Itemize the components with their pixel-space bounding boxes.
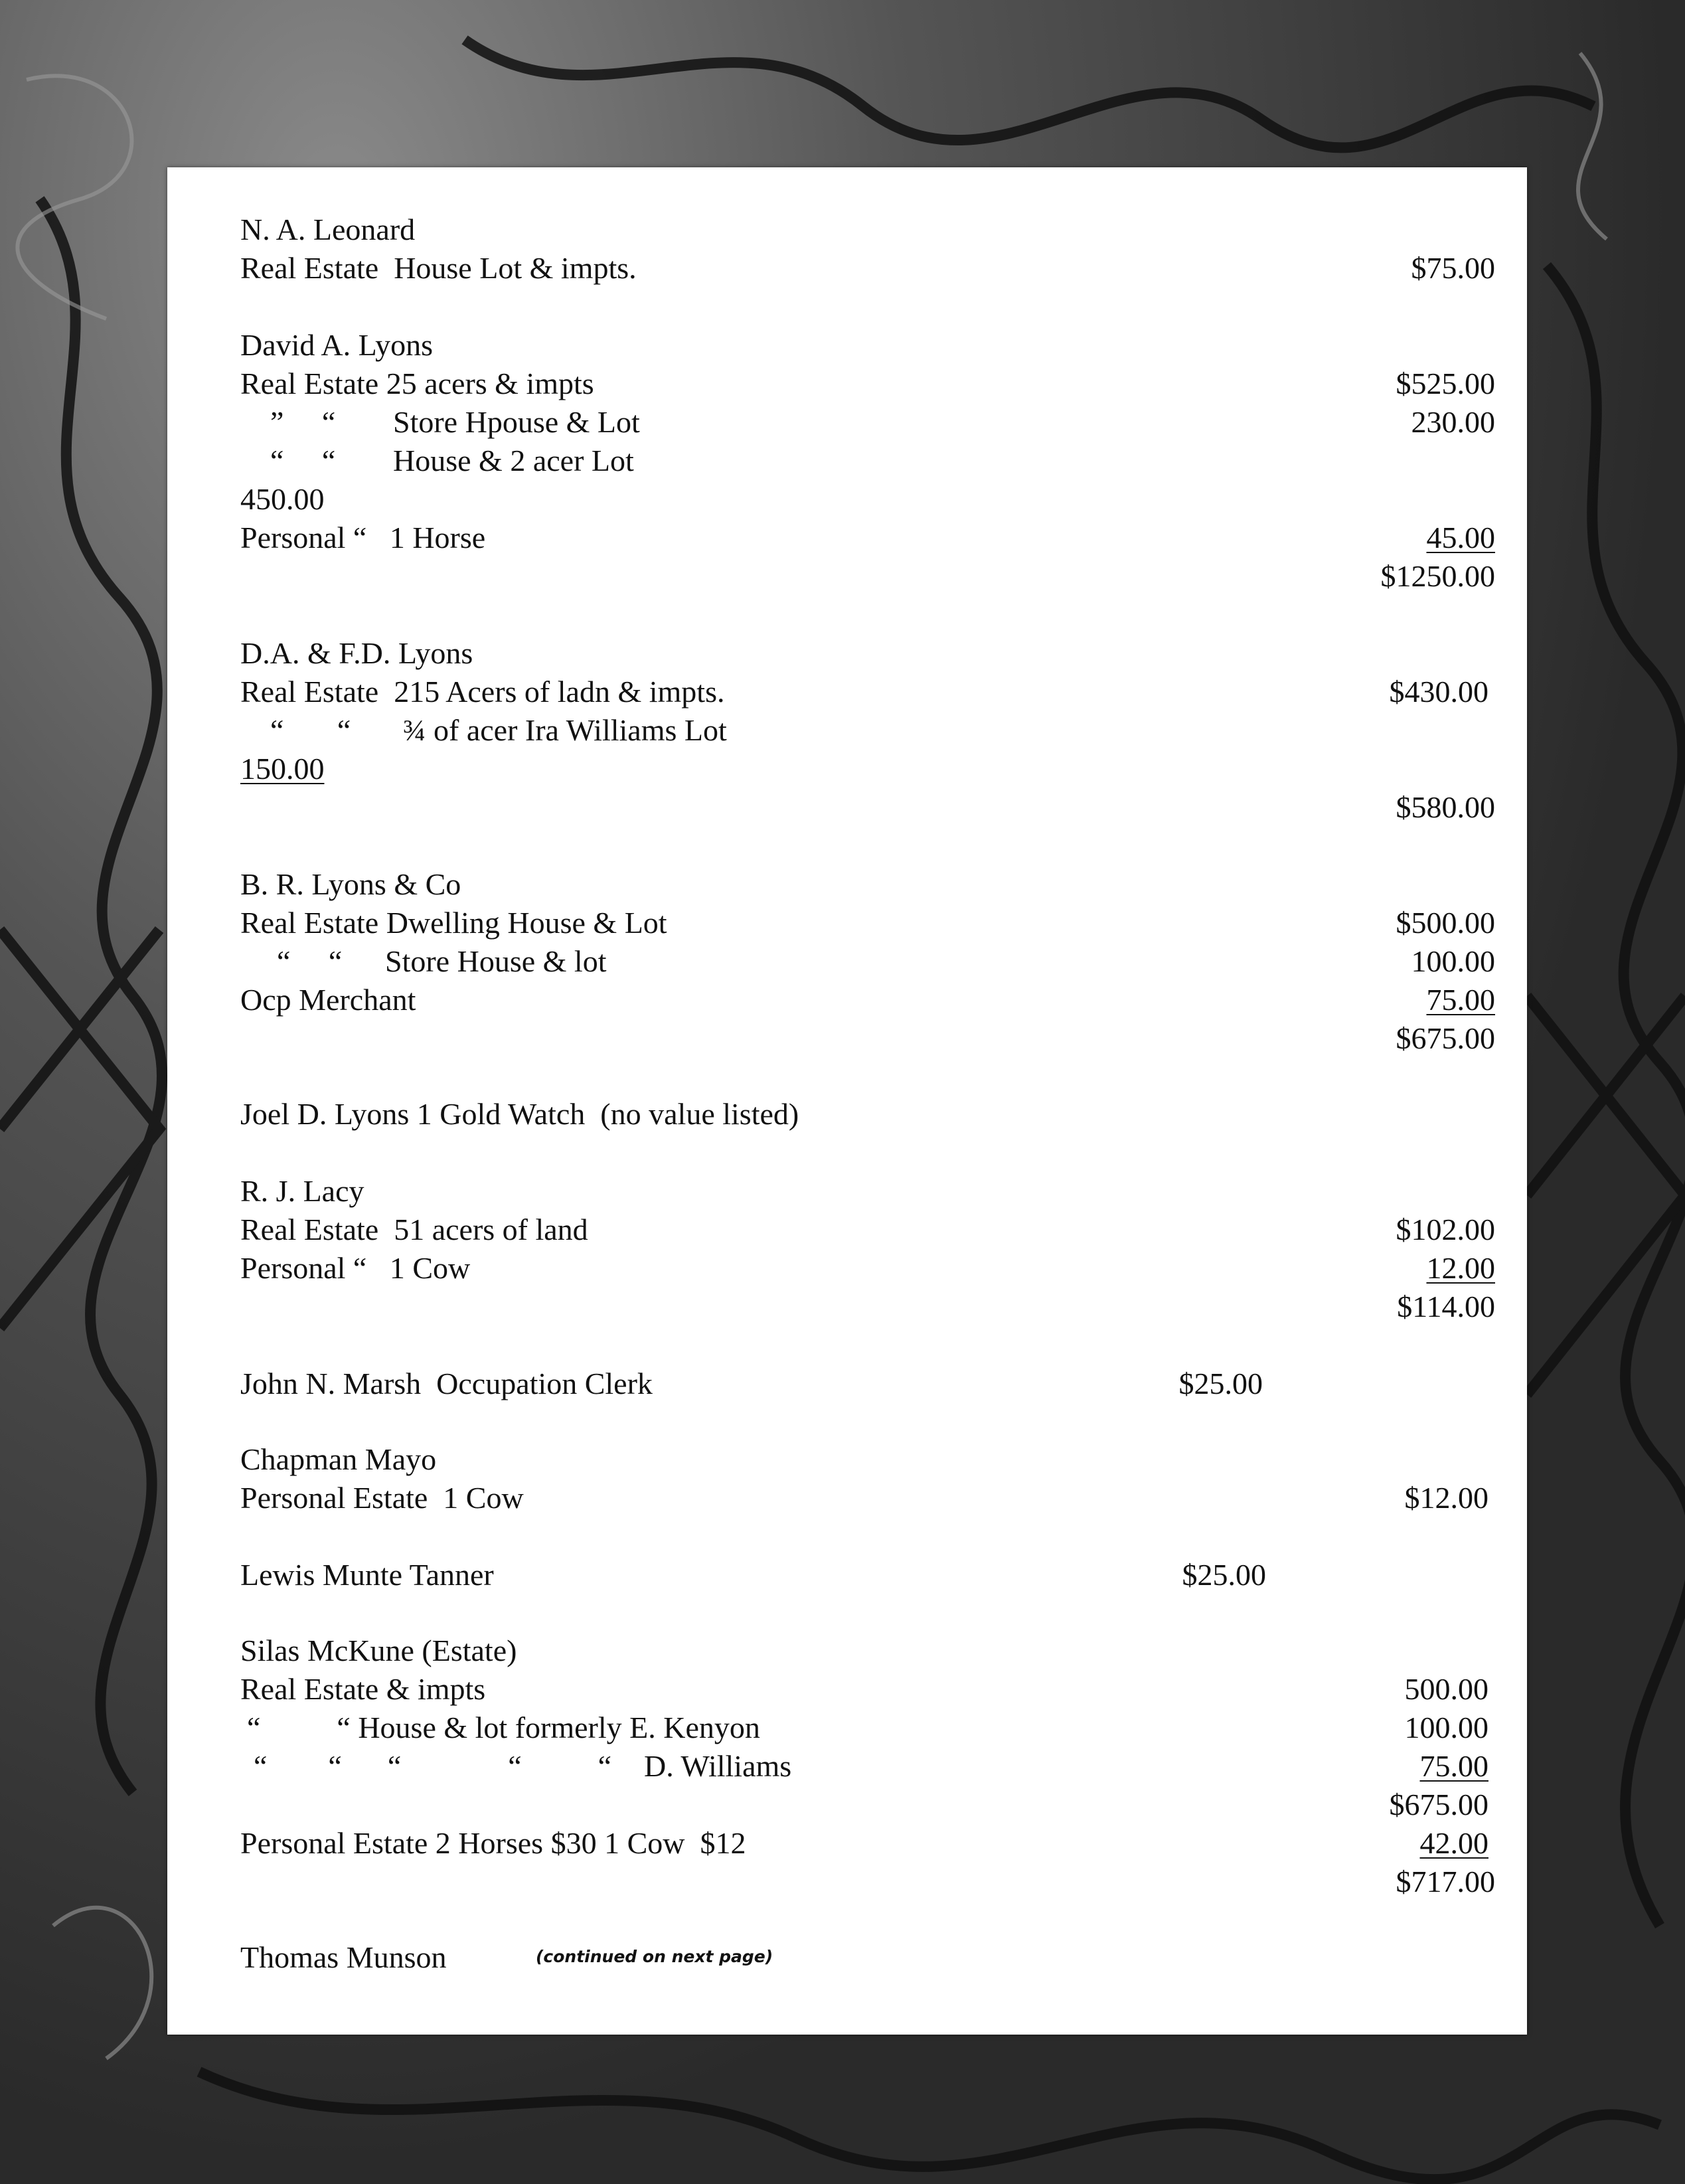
entry-total: $580.00 [1396, 790, 1495, 824]
entry-line: Real Estate 215 Acers of ladn & impts. [240, 675, 725, 709]
entry-amount: 42.00 [1419, 1826, 1488, 1860]
entry-amount: 75.00 [1426, 983, 1495, 1017]
entry-amount: $25.00 [1182, 1558, 1266, 1592]
entry-name: D.A. & F.D. Lyons [240, 636, 473, 670]
ditto-marks: ” “ [270, 405, 336, 439]
entry-total: $717.00 [1396, 1865, 1495, 1898]
entry-amount: $25.00 [1178, 1367, 1263, 1400]
entry-name: R. J. Lacy [240, 1174, 364, 1208]
entry-line: Store House & lot [385, 944, 607, 978]
entry-line: Personal Estate 2 Horses $30 1 Cow $12 [240, 1826, 746, 1860]
entry-line: Store Hpouse & Lot [393, 405, 640, 439]
entry-name: Chapman Mayo [240, 1442, 437, 1476]
entry-amount: 100.00 [1404, 1711, 1488, 1744]
entry-line: Joel D. Lyons 1 Gold Watch (no value listed) [240, 1097, 799, 1131]
entry-amount: 75.00 [1419, 1749, 1488, 1783]
entry-line: Personal Estate 1 Cow [240, 1481, 524, 1515]
document-page [167, 167, 1527, 2035]
entry-line: Ocp Merchant [240, 983, 416, 1017]
ditto-marks: “ “ “ “ “ [254, 1749, 612, 1783]
entry-amount: $12.00 [1404, 1481, 1488, 1515]
entry-total: $1250.00 [1380, 559, 1495, 593]
entry-line: “ “ House & lot formerly E. Kenyon [247, 1711, 760, 1744]
entry-line: Real Estate 25 acers & impts [240, 367, 594, 400]
entry-line: D. Williams [644, 1749, 792, 1783]
entry-line: Real Estate 51 acers of land [240, 1213, 588, 1246]
ditto-marks: “ “ [277, 944, 343, 978]
entry-line: House & 2 acer Lot [393, 444, 634, 477]
entry-amount: 500.00 [1404, 1672, 1488, 1706]
ditto-marks: “ “ [270, 713, 351, 747]
entry-amount: $525.00 [1396, 367, 1495, 400]
entry-subtotal: $675.00 [1389, 1788, 1488, 1821]
entry-line: ¾ of acer Ira Williams Lot [403, 713, 727, 747]
entry-line: Personal “ 1 Cow [240, 1251, 471, 1285]
entry-line: Personal “ 1 Horse [240, 521, 486, 554]
entry-amount: 12.00 [1426, 1251, 1495, 1285]
entry-total: $675.00 [1396, 1021, 1495, 1055]
entry-amount: 230.00 [1411, 405, 1495, 439]
entry-name: B. R. Lyons & Co [240, 867, 461, 901]
entry-line: Real Estate & impts [240, 1672, 486, 1706]
entry-line: Lewis Munte Tanner [240, 1558, 494, 1592]
ditto-marks: “ “ [270, 444, 336, 477]
entry-name: N. A. Leonard [240, 212, 416, 246]
entry-line: Real Estate Dwelling House & Lot [240, 906, 667, 940]
entry-line: John N. Marsh Occupation Clerk [240, 1367, 653, 1400]
entry-amount: 150.00 [240, 752, 325, 786]
entry-amount: $102.00 [1396, 1213, 1495, 1246]
entry-amount: 45.00 [1426, 521, 1495, 554]
continued-note: (continued on next page) [536, 1947, 773, 1966]
entry-name: Silas McKune (Estate) [240, 1634, 517, 1667]
entry-name: David A. Lyons [240, 328, 434, 362]
entry-line: Real Estate House Lot & impts. [240, 251, 637, 285]
entry-amount: 450.00 [240, 482, 325, 516]
entry-amount: $430.00 [1389, 675, 1488, 709]
entry-name: Thomas Munson [240, 1940, 447, 1974]
entry-total: $114.00 [1397, 1290, 1495, 1323]
entry-amount: $75.00 [1411, 251, 1495, 285]
entry-amount: $500.00 [1396, 906, 1495, 940]
entry-amount: 100.00 [1411, 944, 1495, 978]
